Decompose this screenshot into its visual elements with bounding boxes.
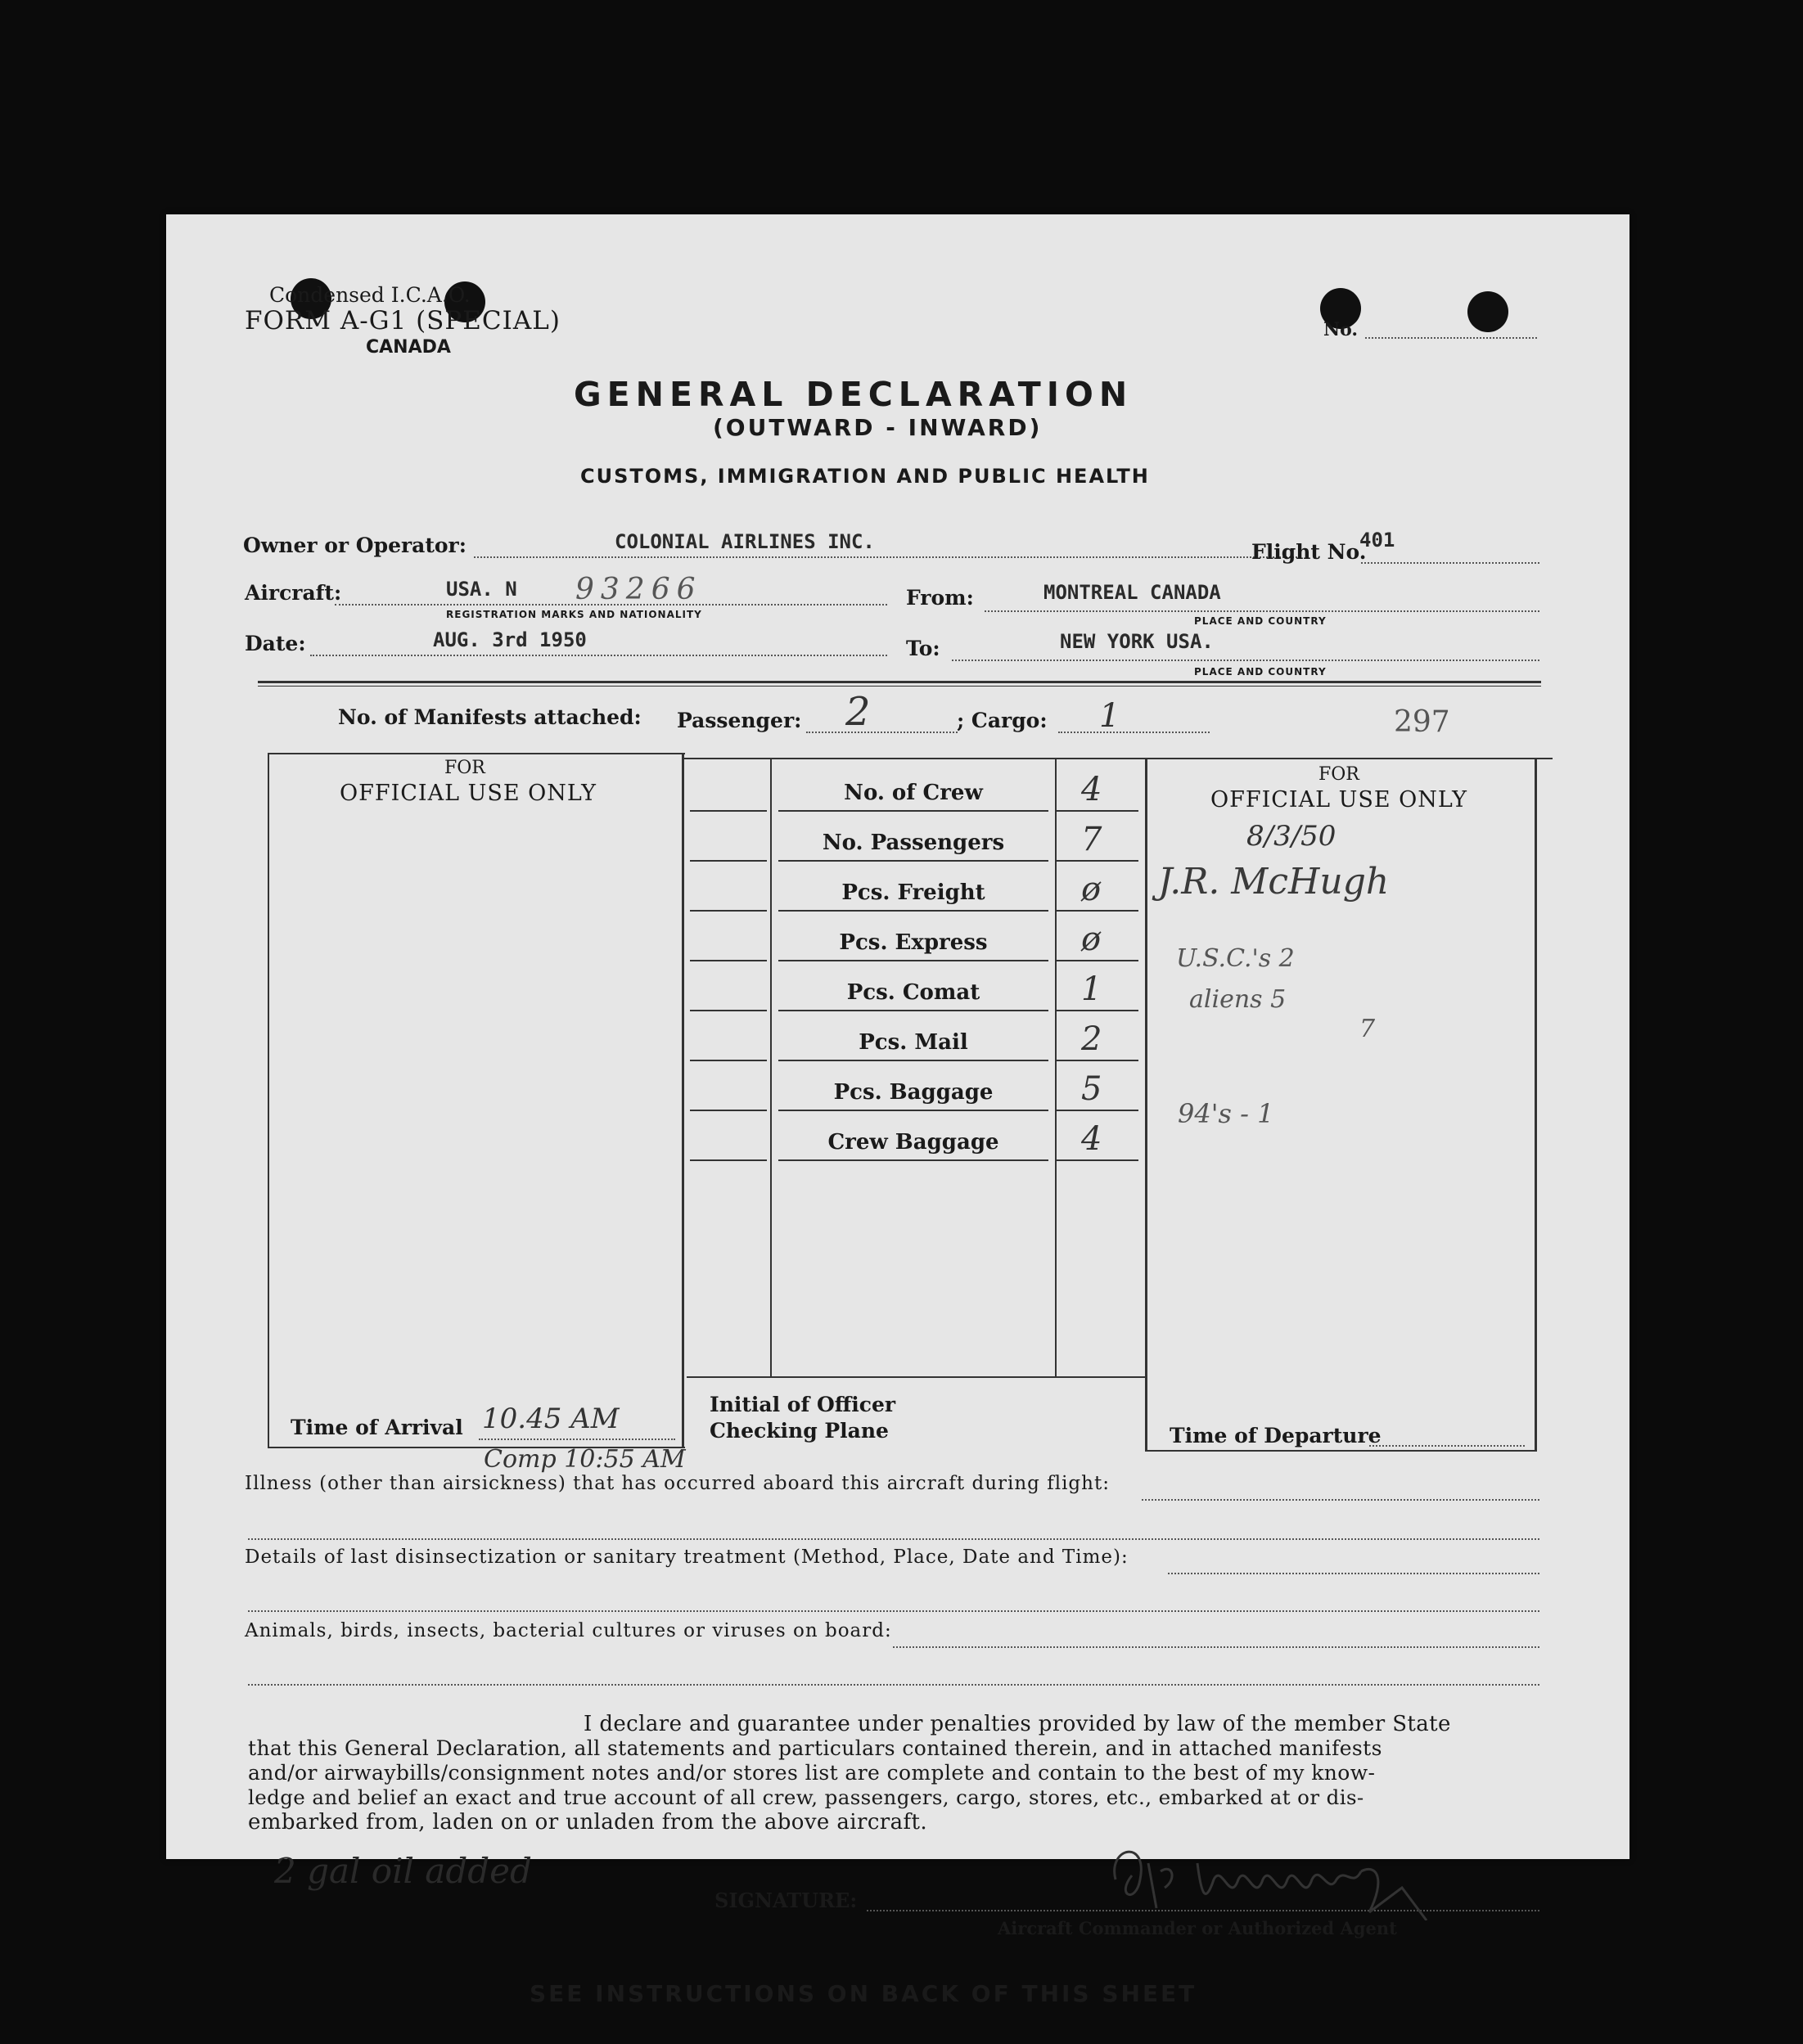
illness-field-1 (1142, 1499, 1539, 1501)
count-row-line (1057, 1010, 1138, 1011)
animals-label: Animals, birds, insects, bacterial cultures or viruses on board: (245, 1620, 892, 1641)
section-heading: CUSTOMS, IMMIGRATION AND PUBLIC HEALTH (580, 465, 1150, 488)
flight-label: Flight No. (1251, 540, 1367, 564)
from-label: From: (906, 586, 974, 610)
officer-checking-label: Checking Plane (710, 1419, 889, 1443)
count-row-line (690, 910, 767, 912)
counts-box-top (683, 758, 1553, 759)
count-row-line (778, 860, 1048, 862)
declaration-form (166, 214, 1629, 2007)
right-note-aliens: aliens 5 (1189, 985, 1287, 1014)
disinsect-field-1 (1168, 1573, 1539, 1574)
arrival-field (479, 1438, 675, 1440)
departure-label: Time of Departure (1170, 1424, 1382, 1447)
declaration-line-2: that this General Declaration, all statements and particulars contained therein, and in attached manifests (248, 1736, 1382, 1760)
left-box-official: OFFICIAL USE ONLY (340, 781, 597, 806)
owner-value: COLONIAL AIRLINES INC. (615, 530, 875, 553)
declaration-line-1: I declare and guarantee under penalties provided by law of the member State (584, 1712, 1451, 1736)
count-value-1: 7 (1081, 821, 1102, 858)
declaration-line-5: embarked from, laden on or unladen from the above aircraft. (248, 1810, 928, 1835)
illness-field-2 (248, 1538, 1539, 1540)
right-box-for: FOR (1318, 764, 1359, 785)
right-note-date: 8/3/50 (1246, 820, 1336, 853)
counts-col-divider (770, 758, 772, 1378)
signature-caption: Aircraft Commander or Authorized Agent (998, 1918, 1397, 1938)
number-label: No. (1323, 319, 1359, 340)
from-field (985, 610, 1539, 612)
disinsect-label: Details of last disinsectization or sanitary treatment (Method, Place, Date and Time): (245, 1547, 1129, 1568)
count-label-4: Pcs. Comat (846, 980, 980, 1005)
right-box-right (1535, 758, 1537, 1452)
count-value-7: 4 (1081, 1120, 1102, 1158)
form-id-line1: Condensed I.C.A.O. (269, 283, 471, 307)
to-caption: PLACE AND COUNTRY (1194, 666, 1327, 678)
count-label-2: Pcs. Freight (841, 880, 985, 905)
left-box-top (268, 753, 685, 754)
departure-field (1369, 1445, 1525, 1447)
officer-initial-label: Initial of Officer (710, 1393, 896, 1416)
count-row-line (1057, 860, 1138, 862)
left-box-for: FOR (444, 758, 485, 778)
signature-label: SIGNATURE: (714, 1889, 858, 1912)
page-subtitle: (OUTWARD - INWARD) (713, 414, 1043, 441)
stamp-number: 297 (1394, 705, 1450, 739)
count-label-0: No. of Crew (844, 781, 983, 805)
left-box-right (682, 753, 684, 1448)
header-divider (258, 681, 1541, 683)
aircraft-label: Aircraft: (245, 581, 342, 605)
counts-label-divider (1055, 758, 1057, 1378)
number-field (1365, 337, 1537, 339)
manifest-cargo-label: ; Cargo: (957, 709, 1048, 732)
count-label-1: No. Passengers (822, 831, 1005, 855)
right-box-bottom (1145, 1450, 1536, 1452)
manifest-passenger-field (806, 732, 958, 733)
form-id-country: CANADA (366, 337, 451, 358)
count-row-line (778, 1110, 1048, 1111)
count-value-5: 2 (1081, 1020, 1102, 1058)
from-caption: PLACE AND COUNTRY (1194, 615, 1327, 627)
count-label-3: Pcs. Express (839, 930, 988, 955)
to-field (952, 660, 1539, 661)
arrival-value: 10.45 AM (482, 1402, 620, 1435)
count-label-5: Pcs. Mail (859, 1030, 968, 1055)
count-row-line (1057, 1060, 1138, 1061)
count-value-6: 5 (1081, 1070, 1102, 1108)
manifest-passenger-label: Passenger: (677, 709, 802, 732)
form-id-line2: FORM A-G1 (SPECIAL) (245, 306, 561, 335)
arrival-label: Time of Arrival (291, 1416, 463, 1439)
right-note-bags: 94's - 1 (1178, 1098, 1274, 1129)
to-label: To: (906, 637, 940, 660)
right-note-citizens: U.S.C.'s 2 (1176, 944, 1295, 973)
count-value-3: ø (1081, 921, 1102, 958)
count-row-line (690, 810, 767, 812)
count-value-4: 1 (1081, 970, 1102, 1008)
page-title: GENERAL DECLARATION (574, 375, 1134, 414)
count-row-line (1057, 910, 1138, 912)
disinsect-field-2 (248, 1610, 1539, 1612)
count-row-line (1057, 1110, 1138, 1111)
date-value: AUG. 3rd 1950 (433, 628, 587, 651)
count-row-line (778, 960, 1048, 961)
count-row-line (690, 860, 767, 862)
declaration-line-3: and/or airwaybills/consignment notes and/or stores list are complete and contain to the best of my know- (248, 1761, 1376, 1785)
owner-label: Owner or Operator: (243, 534, 467, 557)
count-row-line (690, 1159, 767, 1161)
from-value: MONTREAL CANADA (1043, 581, 1221, 604)
right-note-name: J.R. McHugh (1158, 861, 1390, 903)
aircraft-caption: REGISTRATION MARKS AND NATIONALITY (446, 609, 702, 620)
counts-box-bottom (687, 1376, 1145, 1378)
animals-field-2 (248, 1684, 1539, 1686)
manifest-cargo-value: 1 (1099, 697, 1120, 735)
count-row-line (778, 810, 1048, 812)
manifest-passenger-value: 2 (845, 689, 871, 735)
punch-hole-right-2 (1467, 291, 1508, 332)
count-row-line (778, 1159, 1048, 1161)
count-row-line (778, 1060, 1048, 1061)
count-row-line (778, 910, 1048, 912)
count-value-0: 4 (1081, 771, 1102, 808)
right-box-official: OFFICIAL USE ONLY (1210, 787, 1467, 813)
aircraft-value-handwritten: 93266 (575, 573, 702, 606)
count-row-line (1057, 960, 1138, 961)
count-row-line (778, 1010, 1048, 1011)
count-row-line (690, 1110, 767, 1111)
count-label-6: Pcs. Baggage (833, 1080, 994, 1105)
count-row-line (690, 1060, 767, 1061)
count-row-line (690, 960, 767, 961)
aircraft-value-typed: USA. N (446, 578, 517, 601)
left-box-left (268, 753, 269, 1448)
manifests-label: No. of Manifests attached: (338, 705, 642, 729)
right-note-aliens-total: 7 (1359, 1015, 1376, 1043)
count-row-line (1057, 1159, 1138, 1161)
flight-value: 401 (1359, 529, 1395, 552)
date-field (310, 655, 887, 656)
owner-field (474, 556, 1300, 558)
date-label: Date: (245, 632, 306, 655)
flight-field (1361, 562, 1539, 564)
header-divider-thin (258, 686, 1541, 687)
footer-instructions: SEE INSTRUCTIONS ON BACK OF THIS SHEET (530, 1980, 1197, 2007)
oil-note: 2 gal oil added (274, 1851, 532, 1891)
count-row-line (1057, 810, 1138, 812)
count-row-line (690, 1010, 767, 1011)
count-value-2: ø (1081, 871, 1102, 908)
animals-field-1 (893, 1646, 1539, 1648)
manifest-cargo-field (1058, 732, 1210, 733)
counts-value-divider (1145, 758, 1147, 1452)
count-label-7: Crew Baggage (827, 1130, 999, 1155)
illness-label: Illness (other than airsickness) that has occurred aboard this aircraft during flight: (245, 1473, 1110, 1494)
arrival-note: Comp 10:55 AM (484, 1445, 686, 1474)
declaration-line-4: ledge and belief an exact and true account of all crew, passengers, cargo, stores, etc., embarked at or dis- (248, 1785, 1364, 1809)
to-value: NEW YORK USA. (1060, 630, 1214, 653)
signature-scribble (1099, 1830, 1492, 1920)
